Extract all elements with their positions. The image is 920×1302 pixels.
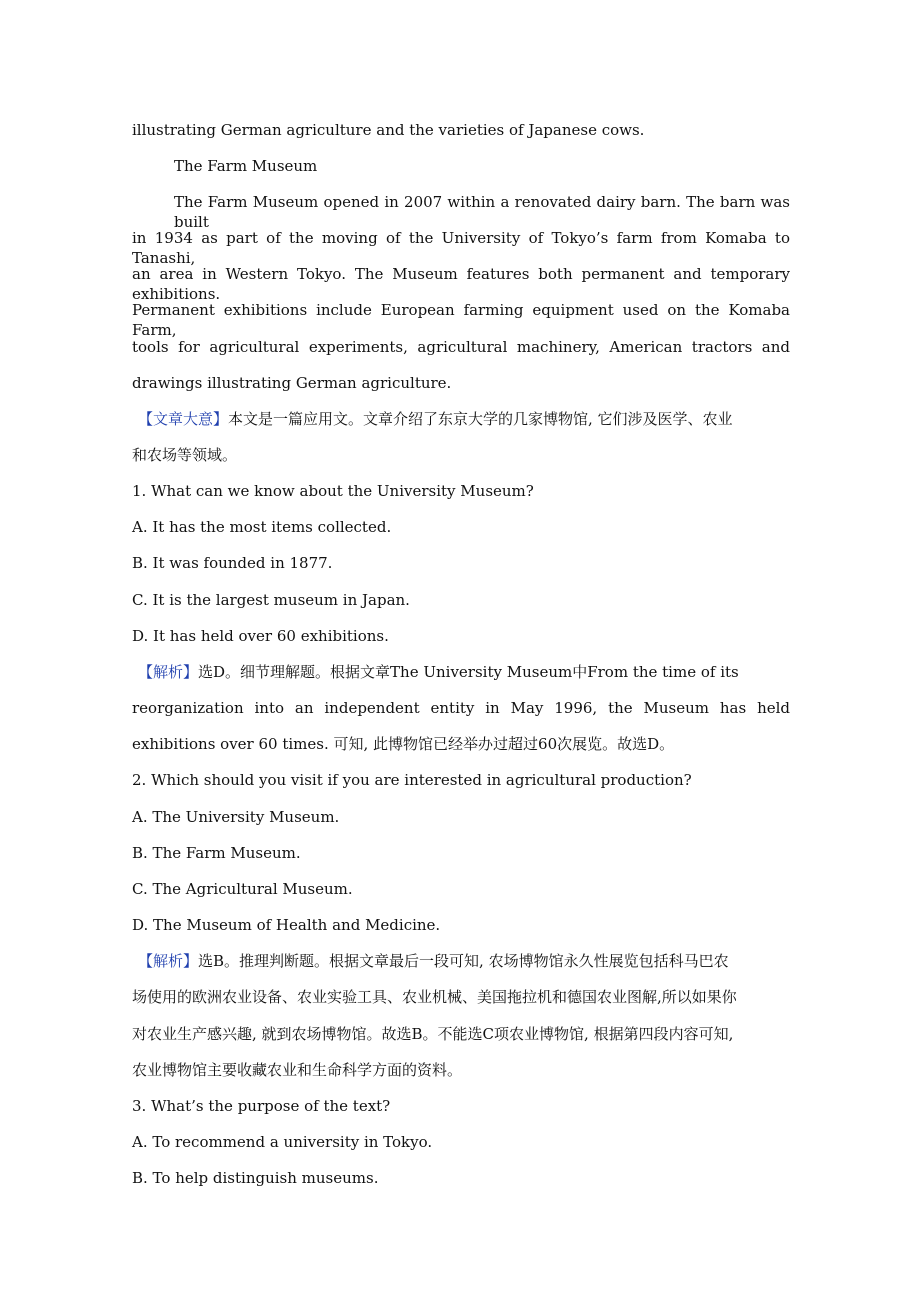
summary-line: [138, 409, 790, 429]
option-line: C. The Agricultural Museum.: [132, 880, 353, 898]
analysis-line: reorganization into an independent entity in May 1996, the Museum has held: [132, 699, 790, 717]
paragraph-line: Permanent exhibitions include European farming equipment used on the Komaba Farm,: [132, 301, 790, 339]
option-line: B. The Farm Museum.: [132, 844, 301, 862]
paragraph-line: drawings illustrating German agriculture.: [132, 374, 452, 392]
summary-text: 本文是一篇应用文。文章介绍了东京大学的几家博物馆, 它们涉及医学、农业: [228, 410, 733, 428]
section-heading: The Farm Museum: [174, 157, 318, 175]
option-line: C. It is the largest museum in Japan.: [132, 591, 410, 609]
summary-line: 和农场等领域。: [132, 446, 238, 464]
analysis-line: 场使用的欧洲农业设备、农业实验工具、农业机械、美国拖拉机和德国农业图解,所以如果你: [132, 988, 737, 1006]
option-line: A. The University Museum.: [132, 808, 340, 826]
analysis-line: 农业博物馆主要收藏农业和生命科学方面的资料。: [132, 1061, 463, 1079]
passage-line: illustrating German agriculture and the varieties of Japanese cows.: [132, 121, 645, 139]
question-3: 3. What’s the purpose of the text?: [132, 1097, 391, 1115]
option-line: B. To help distinguish museums.: [132, 1169, 379, 1187]
paragraph-line: in 1934 as part of the moving of the University of Tokyo’s farm from Komaba to Tanashi,: [132, 229, 790, 267]
analysis-line: 对农业生产感兴趣, 就到农场博物馆。故选B。不能选C项农业博物馆, 根据第四段内容可知,: [132, 1025, 734, 1043]
analysis-tag: 【解析】: [138, 952, 199, 970]
paragraph-line: an area in Western Tokyo. The Museum features both permanent and temporary exhibitions.: [132, 265, 790, 303]
option-line: D. It has held over 60 exhibitions.: [132, 627, 389, 645]
analysis-text: 选B。推理判断题。根据文章最后一段可知, 农场博物馆永久性展览包括科马巴农: [198, 952, 729, 970]
question-2: 2. Which should you visit if you are interested in agricultural production?: [132, 771, 692, 789]
paragraph-line: tools for agricultural experiments, agricultural machinery, American tractors and: [132, 338, 790, 356]
analysis-line: [138, 662, 790, 682]
question-1: 1. What can we know about the University Museum?: [132, 482, 534, 500]
option-line: A. To recommend a university in Tokyo.: [132, 1133, 433, 1151]
paragraph-line: The Farm Museum opened in 2007 within a renovated dairy barn. The barn was built: [174, 193, 790, 231]
option-line: A. It has the most items collected.: [132, 518, 392, 536]
analysis-tag: 【解析】: [138, 663, 199, 681]
analysis-line: [138, 951, 790, 971]
summary-tag: 【文章大意】: [138, 410, 229, 428]
option-line: D. The Museum of Health and Medicine.: [132, 916, 441, 934]
analysis-line: exhibitions over 60 times. 可知, 此博物馆已经举办过超过60次展览。故选D。: [132, 735, 675, 753]
analysis-text: 选D。细节理解题。根据文章The University Museum中From the time of its: [198, 663, 739, 681]
option-line: B. It was founded in 1877.: [132, 554, 333, 572]
